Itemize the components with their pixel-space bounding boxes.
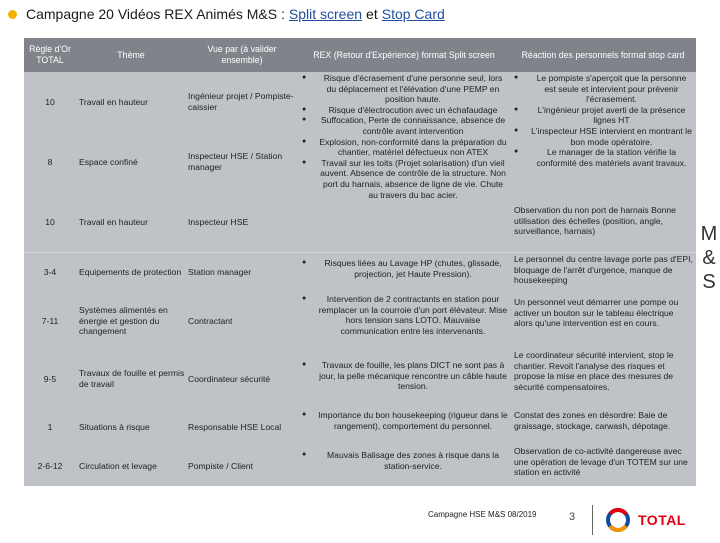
title-bullet-icon: [8, 10, 17, 19]
view-cell: Inspecteur HSE / Station manager: [188, 151, 283, 172]
rex-cell: [298, 350, 510, 408]
rex-item: Suffocation, Perte de connaissance, absence de contrôle avant intervention: [320, 115, 506, 136]
side-letter: M: [700, 223, 718, 245]
rex-cell: [298, 408, 510, 446]
rex-item: Travail sur les toits (Projet solarisation) d'un vieil auvent. Absence de contrôle de la structure. Non port du harnais, absence de ligne de vie. Chute au travers du bac acier.: [320, 157, 506, 200]
reaction-cell: Le personnel du centre lavage porte pas d'EPI, bloquage de l'arrêt d'urgence, manque de housekeeping: [514, 254, 693, 286]
rex-item: Importance du bon housekeeping (rigueur dans le rangement), comportement du personnel.: [318, 410, 508, 431]
bullet-icon: ●: [302, 116, 307, 124]
theme-cell: Travail en hauteur: [79, 216, 148, 227]
table-row: [24, 292, 696, 350]
bullet-icon: ●: [514, 74, 519, 81]
split-screen-link[interactable]: Split screen: [288, 6, 363, 22]
rex-item: Explosion, non-conformité dans la préparation du chantier, matériel défectueux non ATEX: [319, 136, 507, 158]
bullet-icon: ●: [302, 259, 307, 266]
reaction-item: Le manager de la station vérifie la conformité des matériels avant travaux.: [536, 147, 687, 168]
bullet-icon: ●: [302, 158, 307, 166]
bullet-icon: ●: [302, 451, 307, 458]
theme-cell: Equipements de protection: [79, 266, 182, 277]
bullet-icon: ●: [302, 105, 307, 113]
rex-cell-block: [298, 72, 510, 252]
reaction-item: L'ingénieur projet averti de la présence lignes HT: [537, 104, 686, 126]
reaction-cell: Observation de co-activité dangereuse avec une opération de levage d'un TOTEM sur une station en activité: [514, 446, 688, 478]
view-cell: Coordinateur sécurité: [188, 373, 271, 384]
rule-cell: 2-6-12: [37, 460, 63, 471]
side-letter: &: [702, 247, 716, 269]
footer-text: Campagne HSE M&S 08/2019: [428, 510, 537, 519]
table-row: [24, 252, 696, 292]
reaction-cell: Un personnel veut démarrer une pompe ou activer un bouton sur le tableau électrique alors qu'une intervention est en cours.: [514, 297, 679, 329]
bullet-icon: ●: [302, 295, 307, 302]
table-row: [24, 446, 696, 486]
reaction-item: Le pompiste s'aperçoit que la personne est seule et intervient pour prévenir l'écrasement.: [536, 73, 687, 105]
title-connector: et: [366, 6, 378, 22]
campaign-table: [24, 38, 696, 486]
view-cell: Contractant: [188, 315, 233, 326]
bullet-icon: ●: [302, 137, 307, 145]
rex-item: Intervention de 2 contractants en station pour remplacer un la courroie d'un port élévateur. Mise hors tension sans LOTO. Mauvaise communication entre les intervenants.: [318, 294, 508, 336]
theme-cell: Travaux de fouille et permis de travail: [79, 368, 185, 389]
page-number: 3: [569, 511, 576, 523]
bullet-icon: ●: [302, 411, 307, 418]
table-header: [24, 38, 696, 72]
header-rex: REX (Retour d'Expérience) format Split screen: [313, 49, 495, 60]
reaction-item: L'inspecteur HSE intervient en montrant le bon mode opératoire.: [531, 125, 692, 147]
rex-item: Risque d'électrocution avec un échafaudage: [328, 104, 498, 115]
bullet-icon: ●: [514, 126, 519, 134]
side-label: [699, 222, 719, 294]
rule-cell: 3-4: [43, 266, 57, 277]
bullet-icon: ●: [302, 74, 307, 81]
rule-cell: 10: [45, 96, 55, 107]
theme-cell: Travail en hauteur: [79, 96, 148, 107]
theme-cell: Espace confiné: [79, 156, 138, 167]
rex-cell: [298, 446, 510, 486]
view-cell: Ingénieur projet / Pompiste-caissier: [188, 91, 294, 112]
rex-cell: [298, 292, 510, 350]
theme-cell: Situations à risque: [79, 421, 150, 432]
bullet-icon: ●: [302, 361, 307, 368]
theme-cell: Systèmes alimentés en énergie et gestion du changement: [79, 305, 168, 337]
bullet-icon: ●: [514, 105, 519, 113]
total-logo: [602, 502, 712, 538]
header-view: Vue par (à valider ensemble): [207, 44, 277, 65]
view-cell: Station manager: [188, 266, 252, 277]
title-text: Campagne 20 Vidéos REX Animés M&S :: [26, 6, 285, 22]
reaction-cell-block: [510, 72, 696, 202]
table-row: [24, 408, 696, 446]
rex-item: Risques liées au Lavage HP (chutes, glissade, projection, jet Haute Pression).: [324, 258, 502, 279]
rex-item: Risque d'écrasement d'une personne seul, lors du déplacement et l'élévation d'une PEMP en position haute.: [323, 73, 503, 105]
rule-cell: 7-11: [41, 315, 59, 326]
side-letter: S: [702, 271, 716, 293]
rex-item: Travaux de fouille, les plans DICT ne sont pas à jour, la pelle mécanique rencontre un câble haute tension.: [319, 360, 507, 392]
theme-cell: Circulation et levage: [79, 460, 157, 471]
rule-cell: 9-5: [43, 373, 57, 384]
reaction-cell: Le coordinateur sécurité intervient, stop le chantier. Revoit l'analyse des risques et propose la mise en place des mesures de sécurité compensatoires.: [514, 350, 674, 392]
reaction-cell: Constat des zones en désordre: Baie de graissage, stockage, carwash, dépotage.: [514, 410, 671, 431]
reaction-cell: Observation du non port de harnais Bonne utilisation des échelles (position, angle, surveillance, harnais): [514, 205, 676, 237]
bullet-icon: ●: [514, 148, 519, 156]
header-theme: Thème: [117, 49, 145, 60]
page-title: [8, 4, 449, 24]
rex-cell: [298, 252, 510, 292]
stop-card-link[interactable]: Stop Card: [381, 6, 445, 22]
rule-cell: 10: [45, 216, 55, 227]
header-reaction: Réaction des personnels format stop card: [521, 49, 685, 60]
total-wordmark: TOTAL: [638, 512, 686, 528]
view-cell: Inspecteur HSE: [188, 216, 249, 227]
footer-divider: [592, 505, 593, 535]
header-rule: Règle d'Or TOTAL: [29, 44, 71, 65]
rex-item: Mauvais Balisage des zones à risque dans la station-service.: [327, 450, 499, 471]
view-cell: Responsable HSE Local: [188, 421, 282, 432]
rule-cell: 1: [47, 421, 53, 432]
rule-cell: 8: [47, 156, 53, 167]
view-cell: Pompiste / Client: [188, 460, 253, 471]
table-row: [24, 350, 696, 408]
